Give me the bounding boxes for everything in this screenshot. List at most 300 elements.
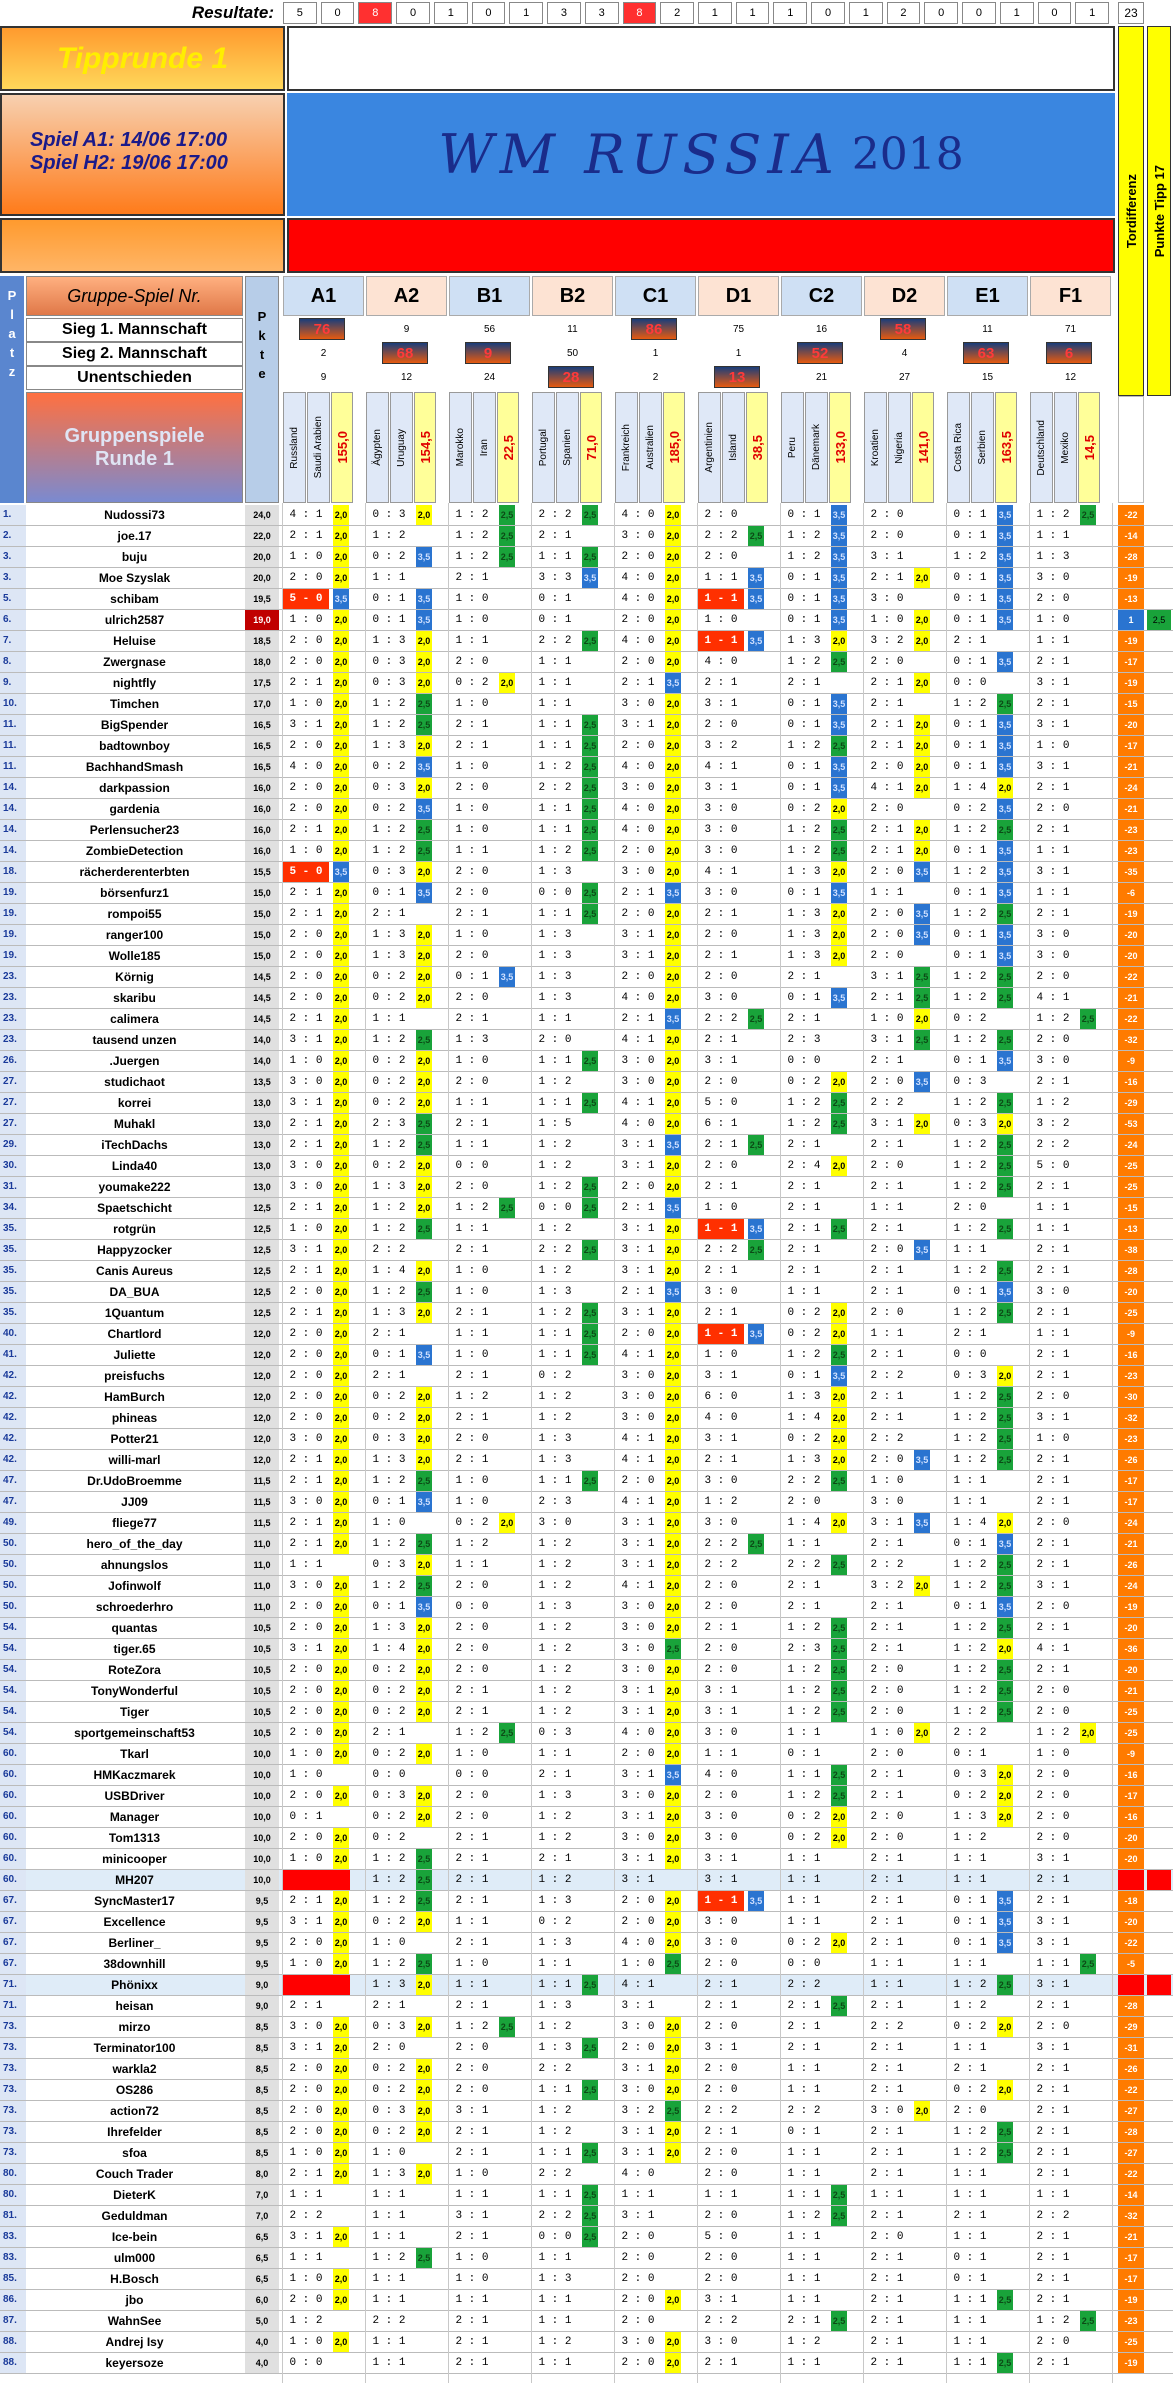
tip-value: 1 : 2 [538, 1307, 572, 1319]
tip-points: 2,5 [831, 1345, 847, 1365]
tip-points [914, 1702, 930, 1722]
tip-value: 1 : 0 [372, 2147, 406, 2159]
group-separator [531, 503, 532, 2383]
group-points-text: 22,5 [500, 434, 516, 461]
tip-value: 0 : 1 [953, 1748, 987, 1760]
rank-number: 88. [0, 2353, 26, 2373]
tip-points: 2,0 [333, 1954, 349, 1974]
tip-points: 2,0 [665, 631, 681, 651]
tip-points: 2,5 [997, 1261, 1013, 1281]
tip-points: 2,5 [997, 2122, 1013, 2142]
team-name [781, 392, 804, 503]
tip-points-total [1147, 1387, 1171, 1407]
tip-value: 0 : 1 [953, 1937, 987, 1949]
goal-difference: -20 [1118, 1618, 1144, 1638]
tip-value: 4 : 0 [704, 1412, 738, 1424]
tip-value: 2 : 0 [621, 1748, 655, 1760]
tip-points: 2,5 [582, 1324, 598, 1344]
tip-points [582, 1618, 598, 1638]
team-name [1030, 392, 1053, 503]
tip-points [748, 1807, 764, 1827]
rank-number: 19. [0, 946, 26, 966]
tip-value: 3 : 1 [1036, 761, 1070, 773]
team-name-text: Frankreich [621, 423, 632, 472]
tip-points [914, 1828, 930, 1848]
group-sieg1: 11 [567, 323, 578, 335]
tip-points-total [1147, 715, 1171, 735]
player-points: 8,5 [245, 2038, 279, 2058]
tip-value: 3 : 1 [704, 698, 738, 710]
tip-points [1080, 2227, 1096, 2247]
goal-difference: -9 [1118, 1744, 1144, 1764]
tip-value: 0 : 1 [953, 614, 987, 626]
tip-value: 2 : 1 [289, 1202, 323, 1214]
rank-number: 71. [0, 1975, 26, 1995]
tip-points-total [1147, 652, 1171, 672]
group-points-text: 141,0 [915, 431, 931, 464]
player-name: ranger100 [105, 928, 164, 942]
tip-points: 2,0 [665, 925, 681, 945]
tip-points [914, 2059, 930, 2079]
tip-points [997, 1744, 1013, 1764]
tip-value: 2 : 1 [870, 1223, 904, 1235]
tip-value: 3 : 2 [704, 740, 738, 752]
tip-value: 2 : 0 [870, 1244, 904, 1256]
tip-points [748, 1051, 764, 1071]
player-points: 12,5 [245, 1303, 279, 1323]
table-row [0, 589, 1173, 610]
tip-value: 2 : 1 [1036, 908, 1070, 920]
tip-value: 4 : 0 [621, 803, 655, 815]
tip-value: 2 : 0 [1036, 1769, 1070, 1781]
tip-value: 0 : 2 [455, 677, 489, 689]
tip-value: 1 : 1 [870, 1328, 904, 1340]
tip-value: 1 : 1 [870, 2189, 904, 2201]
tip-points: 2,0 [665, 820, 681, 840]
goal-difference: -30 [1118, 1387, 1144, 1407]
tip-points [748, 988, 764, 1008]
tip-value: 1 : 1 [953, 2042, 987, 2054]
table-row [0, 1996, 1173, 2017]
tip-points [582, 1408, 598, 1428]
tip-value: 1 : 0 [455, 1349, 489, 1361]
tip-value: 1 : 2 [953, 908, 987, 920]
group-unent: 24 [483, 371, 496, 383]
tip-points: 2,0 [831, 1324, 847, 1344]
tip-value: 2 : 1 [1036, 698, 1070, 710]
tip-points: 2,5 [416, 694, 432, 714]
group-points [995, 392, 1017, 503]
tip-value: 3 : 1 [621, 1223, 655, 1235]
tip-value: 1 : 1 [1036, 887, 1070, 899]
team-name [556, 392, 579, 503]
tip-value: 4 : 1 [621, 1979, 655, 1991]
table-row [0, 2248, 1173, 2269]
rank-number: 87. [0, 2311, 26, 2331]
tip-points: 2,5 [582, 778, 598, 798]
tip-points [748, 862, 764, 882]
tip-points: 2,5 [997, 1135, 1013, 1155]
tip-points: 3,5 [748, 589, 764, 609]
tip-value: 0 : 3 [372, 1790, 406, 1802]
group-code: D1 [698, 276, 779, 316]
result-cell: 2 [887, 2, 921, 24]
tip-points: 2,5 [997, 1555, 1013, 1575]
tip-value: 1 : 1 [455, 1139, 489, 1151]
tip-points: 2,0 [333, 1891, 349, 1911]
tip-points [499, 820, 515, 840]
tip-value: 2 : 1 [787, 2315, 821, 2327]
player-name: Muhakl [113, 1117, 156, 1131]
tip-points: 2,0 [665, 1345, 681, 1365]
rank-number: 35. [0, 1240, 26, 1260]
table-row [0, 2332, 1173, 2353]
tip-value: 3 : 0 [704, 1727, 738, 1739]
tip-points [499, 1345, 515, 1365]
tip-value: 2 : 1 [1036, 1454, 1070, 1466]
tip-points: 3,5 [997, 1534, 1013, 1554]
group-unent: 15 [981, 371, 994, 383]
tip-value: 1 : 1 [372, 1013, 406, 1025]
tip-points: 2,0 [665, 652, 681, 672]
tip-value: 1 : 2 [538, 1538, 572, 1550]
tip-value: 2 : 1 [1036, 1181, 1070, 1193]
player-points: 8,5 [245, 2143, 279, 2163]
tip-points [748, 1282, 764, 1302]
tip-points: 2,5 [416, 1891, 432, 1911]
player-name: gardenia [109, 802, 160, 816]
tip-points [748, 1786, 764, 1806]
pkte-letter: e [258, 366, 266, 381]
tip-value: 1 : 2 [953, 1622, 987, 1634]
tip-points: 3,5 [665, 673, 681, 693]
goal-difference: -24 [1118, 1576, 1144, 1596]
goal-difference: -25 [1118, 1177, 1144, 1197]
tip-points [748, 1744, 764, 1764]
tip-points [416, 2206, 432, 2226]
rank-number: 60. [0, 1828, 26, 1848]
platz-letter: l [10, 307, 14, 322]
tip-points: 2,0 [665, 2332, 681, 2352]
tip-points: 2,0 [665, 610, 681, 630]
tip-value: 2 : 1 [455, 1412, 489, 1424]
tip-value: 1 : 3 [787, 908, 821, 920]
tip-points: 2,5 [748, 1240, 764, 1260]
tip-points: 2,0 [914, 736, 930, 756]
rank-number: 14. [0, 841, 26, 861]
tip-points [748, 841, 764, 861]
tip-points [831, 1492, 847, 1512]
tip-points: 3,5 [748, 1324, 764, 1344]
group-points [663, 392, 685, 503]
goal-difference: -14 [1118, 526, 1144, 546]
tip-points: 2,5 [997, 1408, 1013, 1428]
tip-points: 2,0 [997, 2017, 1013, 2037]
tip-points [499, 1849, 515, 1869]
table-row [0, 1828, 1173, 1849]
tip-value: 3 : 1 [704, 2294, 738, 2306]
rank-number: 73. [0, 2059, 26, 2079]
tip-value: 1 : 2 [1036, 1097, 1070, 1109]
tip-points [1080, 2185, 1096, 2205]
player-points: 16,5 [245, 715, 279, 735]
player-name: badtownboy [99, 739, 170, 753]
tip-value: 0 : 2 [372, 1811, 406, 1823]
group-code: E1 [947, 276, 1028, 316]
tip-value: 1 : 1 [538, 1748, 572, 1760]
group-code: B1 [449, 276, 530, 316]
tip-value: 1 : 2 [538, 1139, 572, 1151]
tip-points [831, 1198, 847, 1218]
tip-points [748, 1576, 764, 1596]
tip-points [1080, 631, 1096, 651]
tip-points: 2,5 [582, 841, 598, 861]
rank-number: 50. [0, 1534, 26, 1554]
tip-points: 2,5 [582, 631, 598, 651]
table-row [0, 1198, 1173, 1219]
tip-value: 1 : 1 [953, 2168, 987, 2180]
goal-difference: -20 [1118, 715, 1144, 735]
tip-value: 2 : 0 [289, 1664, 323, 1676]
tip-value: 3 : 1 [289, 1643, 323, 1655]
gruppe-label: Gruppe-Spiel Nr. [26, 276, 243, 316]
player-points: 11,0 [245, 1576, 279, 1596]
tip-points: 2,0 [665, 988, 681, 1008]
tip-points: 2,5 [831, 820, 847, 840]
tip-points [416, 1723, 432, 1743]
player-points: 10,0 [245, 1849, 279, 1869]
tip-value: 2 : 1 [870, 2336, 904, 2348]
tip-points-total [1147, 2206, 1171, 2226]
tip-value: 3 : 0 [1036, 950, 1070, 962]
rank-number: 83. [0, 2248, 26, 2268]
tip-value: 2 : 2 [704, 2105, 738, 2117]
tip-value: 1 : 1 [538, 2357, 572, 2369]
tip-points: 3,5 [831, 988, 847, 1008]
tip-value: 2 : 1 [870, 1916, 904, 1928]
tip-value: 1 : 2 [538, 1622, 572, 1634]
tip-value: 2 : 0 [704, 2252, 738, 2264]
tip-points [499, 1807, 515, 1827]
rank-number: 42. [0, 1429, 26, 1449]
goal-difference: -21 [1118, 988, 1144, 1008]
tip-value: 3 : 1 [621, 1874, 655, 1886]
tip-points [1080, 1870, 1096, 1890]
tip-value: 2 : 0 [289, 2084, 323, 2096]
tip-value: 2 : 0 [1036, 1790, 1070, 1802]
tip-points [582, 925, 598, 945]
tip-value: 1 : 3 [372, 950, 406, 962]
rank-number: 54. [0, 1639, 26, 1659]
tip-value: 1 : 1 [787, 2273, 821, 2285]
tip-points [499, 1114, 515, 1134]
tip-value: 1 : 1 [538, 1013, 572, 1025]
goal-difference: -17 [1118, 1786, 1144, 1806]
table-row [0, 1240, 1173, 1261]
tip-points [1080, 1681, 1096, 1701]
tip-points [914, 1198, 930, 1218]
team-name [307, 392, 330, 503]
player-points: 6,5 [245, 2269, 279, 2289]
tip-points [1080, 841, 1096, 861]
tip-value: 1 : 1 [1036, 1223, 1070, 1235]
result-cell: 0 [472, 2, 506, 24]
tip-points [914, 2227, 930, 2247]
table-row [0, 715, 1173, 736]
tip-value: 0 : 1 [953, 1916, 987, 1928]
table-row [0, 1303, 1173, 1324]
result-cell: 8 [358, 2, 392, 24]
tip-points [1080, 1597, 1096, 1617]
rank-number: 19. [0, 925, 26, 945]
tip-points [997, 2206, 1013, 2226]
tip-points [914, 1681, 930, 1701]
tip-points: 2,0 [333, 1345, 349, 1365]
tip-points-total [1147, 1240, 1171, 1260]
tip-value: 2 : 0 [289, 992, 323, 1004]
tip-points [914, 547, 930, 567]
tip-value: 2 : 0 [704, 929, 738, 941]
tip-value: 2 : 1 [289, 887, 323, 899]
tip-points: 2,0 [416, 946, 432, 966]
tip-value: 2 : 1 [870, 1286, 904, 1298]
goal-difference: -19 [1118, 568, 1144, 588]
tip-value: 1 : 2 [372, 1286, 406, 1298]
tip-points: 2,0 [665, 1702, 681, 1722]
tip-value: 2 : 1 [455, 2315, 489, 2327]
tip-value: 1 : 1 [372, 2273, 406, 2285]
tip-value: 1 : 4 [372, 1643, 406, 1655]
tip-value: 2 : 1 [372, 1328, 406, 1340]
tip-points [1080, 736, 1096, 756]
tip-points: 2,5 [1080, 2311, 1096, 2331]
tip-points-total [1147, 1618, 1171, 1638]
tip-points [1080, 1429, 1096, 1449]
tip-points: 2,0 [333, 2332, 349, 2352]
tip-value: 3 : 0 [870, 1496, 904, 1508]
tip-value: 1 : 0 [455, 2252, 489, 2264]
player-points: 16,0 [245, 778, 279, 798]
result-cell: 1 [1000, 2, 1034, 24]
player-points: 9,0 [245, 1975, 279, 1995]
tip-points [665, 2206, 681, 2226]
tip-points [914, 1975, 930, 1995]
tip-points: 2,0 [665, 568, 681, 588]
tip-value: 1 : 2 [1036, 509, 1070, 521]
tip-value: 3 : 0 [704, 1811, 738, 1823]
tip-value: 2 : 1 [870, 1874, 904, 1886]
tip-points: 2,0 [665, 1492, 681, 1512]
tip-points-total [1147, 757, 1171, 777]
tip-points [499, 2227, 515, 2247]
tip-points [1080, 1660, 1096, 1680]
tip-points-total [1147, 1072, 1171, 1092]
tip-points: 2,0 [333, 988, 349, 1008]
tip-value: 1 : 2 [372, 1958, 406, 1970]
tip-points [582, 1450, 598, 1470]
tip-points-total [1147, 1051, 1171, 1071]
tip-points: 2,0 [831, 1303, 847, 1323]
table-row [0, 799, 1173, 820]
tip-value: 1 : 0 [455, 1055, 489, 1067]
tip-points-total [1147, 799, 1171, 819]
tip-value: 1 : 3 [1036, 551, 1070, 563]
player-points: 12,0 [245, 1366, 279, 1386]
tip-points [997, 1870, 1013, 1890]
group-sieg1: 11 [982, 323, 993, 335]
tip-value: 2 : 2 [787, 2105, 821, 2117]
team-name-text: Spanien [562, 429, 573, 466]
tip-points: 2,5 [416, 1849, 432, 1869]
tip-value: 3 : 1 [1036, 1916, 1070, 1928]
tip-points: 2,0 [333, 1597, 349, 1617]
tip-points: 2,5 [499, 505, 515, 525]
tip-points [914, 1429, 930, 1449]
tip-points: 2,0 [914, 1576, 930, 1596]
tip-points: 2,5 [582, 1345, 598, 1365]
tip-points: 2,5 [582, 883, 598, 903]
tip-value: 4 : 1 [1036, 992, 1070, 1004]
tip-value: 1 : 2 [953, 866, 987, 878]
tip-value: 2 : 1 [870, 845, 904, 857]
tip-value: 2 : 0 [870, 1307, 904, 1319]
team-name [449, 392, 472, 503]
tip-points [1080, 1156, 1096, 1176]
tip-value: 2 : 0 [289, 1349, 323, 1361]
tip-points [1080, 1618, 1096, 1638]
tip-points [997, 1828, 1013, 1848]
tip-value: 3 : 0 [621, 2021, 655, 2033]
rank-number: 86. [0, 2290, 26, 2310]
tip-points: 2,5 [582, 1240, 598, 1260]
goal-difference: -23 [1118, 1429, 1144, 1449]
tip-points: 2,0 [333, 1072, 349, 1092]
tip-points [1080, 1702, 1096, 1722]
tip-value: 2 : 1 [870, 824, 904, 836]
table-row [0, 967, 1173, 988]
tip-points [748, 1954, 764, 1974]
tip-points [499, 2248, 515, 2268]
tip-value: 1 : 0 [455, 1475, 489, 1487]
tip-value: 1 : 2 [538, 1181, 572, 1193]
tip-points: 2,0 [831, 946, 847, 966]
tip-points: 2,0 [333, 1450, 349, 1470]
tip-value: 1 : 2 [787, 2336, 821, 2348]
tip-points [914, 2269, 930, 2289]
tip-points [831, 967, 847, 987]
tip-value: 2 : 0 [704, 2210, 738, 2222]
player-points: 12,5 [245, 1219, 279, 1239]
goal-difference: -28 [1118, 1261, 1144, 1281]
tip-value: 4 : 1 [289, 509, 323, 521]
tip-points [499, 2311, 515, 2331]
result-cell: 3 [547, 2, 581, 24]
tip-points: 3,5 [914, 904, 930, 924]
tip-value: 1 : 2 [953, 1454, 987, 1466]
table-row [0, 1681, 1173, 1702]
tip-points: 2,5 [997, 1450, 1013, 1470]
tip-value: 2 : 0 [870, 1664, 904, 1676]
rank-number: 35. [0, 1303, 26, 1323]
tip-points [1080, 1282, 1096, 1302]
tip-value: 1 : 3 [372, 1307, 406, 1319]
table-row [0, 610, 1173, 631]
group-sieg1: 16 [815, 323, 828, 335]
tip-points-total [1147, 1261, 1171, 1281]
tip-points: 3,5 [997, 736, 1013, 756]
tip-value: 1 : 3 [372, 2168, 406, 2180]
player-name: Chartlord [107, 1327, 162, 1341]
